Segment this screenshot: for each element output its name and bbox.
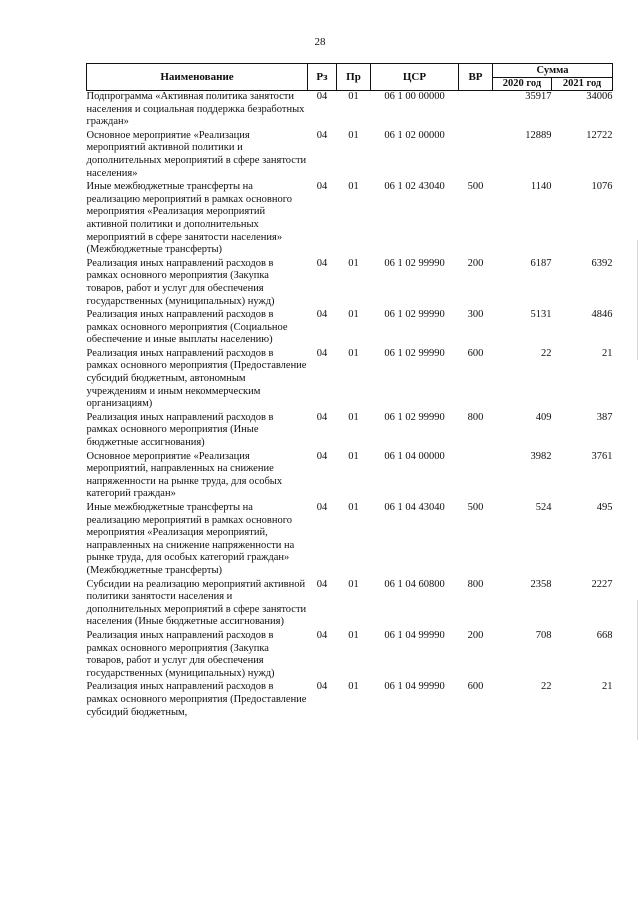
row-amount-2021: 1076	[591, 181, 613, 193]
budget-table	[86, 63, 613, 720]
row-vr	[459, 130, 493, 181]
row-pr: 01	[348, 629, 359, 641]
row-vr: 200	[467, 629, 484, 641]
row-amount-2021: 387	[596, 411, 613, 423]
row-vr: 200	[467, 257, 484, 269]
row-name: Реализация иных направлений расходов в рамках основного мероприятия (Иные бюджетные ассигнования)	[86, 411, 274, 449]
row-csr: 06 1 04 99990	[384, 629, 445, 641]
row-amount-2021: 495	[596, 502, 613, 513]
header-vr: ВР	[459, 64, 493, 91]
row-csr: 06 1 04 00000	[384, 450, 445, 462]
row-name: Реализация иных направлений расходов в рамках основного мероприятия (Закупка товаров, работ и услуг для обеспечения государственных (муниципальных) нужд)	[86, 257, 275, 307]
table-row	[87, 91, 613, 130]
row-amount-2021: 12722	[586, 129, 613, 141]
row-csr: 06 1 04 60800	[384, 578, 445, 590]
row-csr: 06 1 02 99990	[384, 257, 445, 269]
row-amount-2020: 2358	[530, 578, 552, 590]
header-year-2020: 2020 год	[493, 77, 552, 91]
row-vr: 500	[467, 502, 484, 513]
row-csr: 06 1 02 99990	[384, 309, 445, 321]
header-sum: Сумма	[493, 64, 613, 78]
row-rz: 04	[316, 257, 328, 269]
row-name: Иные межбюджетные трансферты на реализацию мероприятий в рамках основного мероприятия «Реализация мероприятий, направленных на снижение напряженности на рынке труда, для особых категорий граждан» (Межбюджетные трансферты)	[86, 502, 295, 576]
row-amount-2021: 21	[602, 347, 613, 359]
row-amount-2020: 524	[535, 502, 552, 513]
row-csr: 06 1 04 43040	[384, 502, 445, 513]
table-row	[87, 348, 613, 412]
row-name: Реализация иных направлений расходов в рамках основного мероприятия (Социальное обеспечение и иные выплаты населению)	[86, 309, 288, 346]
row-rz: 04	[316, 129, 328, 141]
row-name: Основное мероприятие «Реализация мероприятий, направленных на снижение напряженности на рынке труда, для особых категорий граждан»	[86, 450, 283, 500]
table-body	[87, 91, 613, 721]
row-name: Основное мероприятие «Реализация мероприятий активной политики и дополнительных мероприятий в сфере занятости населения»	[86, 129, 307, 179]
row-amount-2020: 5131	[530, 309, 552, 321]
row-vr: 800	[467, 411, 484, 423]
table-row	[87, 181, 613, 258]
row-amount-2020: 35917	[525, 91, 552, 102]
scan-edge-mark	[637, 600, 638, 740]
row-csr: 06 1 00 00000	[384, 91, 445, 102]
header-name: Наименование	[87, 64, 308, 91]
row-rz: 04	[316, 629, 328, 641]
table-row	[87, 258, 613, 309]
row-amount-2021: 4846	[591, 309, 613, 321]
row-rz: 04	[316, 91, 328, 102]
row-csr: 06 1 02 99990	[384, 411, 445, 423]
row-amount-2021: 6392	[591, 257, 613, 269]
row-vr	[459, 451, 493, 502]
row-pr: 01	[348, 681, 359, 693]
row-pr: 01	[348, 181, 359, 193]
table-row	[87, 309, 613, 348]
row-vr: 600	[467, 347, 484, 359]
header-csr: ЦСР	[371, 64, 459, 91]
row-csr: 06 1 02 00000	[384, 129, 445, 141]
row-amount-2020: 6187	[530, 257, 552, 269]
row-pr: 01	[348, 347, 359, 359]
row-name: Реализация иных направлений расходов в рамках основного мероприятия (Предоставление субсидий бюджетным, автономным учреждениям и иным некоммерческим организациям)	[86, 347, 307, 410]
table-row	[87, 579, 613, 630]
row-rz: 04	[316, 502, 328, 513]
table-row	[87, 630, 613, 681]
row-amount-2021: 3761	[591, 450, 613, 462]
row-rz: 04	[316, 681, 328, 693]
row-rz: 04	[316, 181, 328, 193]
row-amount-2021: 34006	[586, 91, 613, 102]
row-vr: 300	[467, 309, 484, 321]
row-rz: 04	[316, 347, 328, 359]
header-rz: Рз	[308, 64, 337, 91]
row-vr: 800	[467, 578, 484, 590]
row-pr: 01	[348, 578, 359, 590]
row-csr: 06 1 02 99990	[384, 347, 445, 359]
row-amount-2020: 22	[541, 681, 552, 693]
row-csr: 06 1 04 99990	[384, 681, 445, 693]
table-row	[87, 681, 613, 720]
row-pr: 01	[348, 502, 359, 513]
row-csr: 06 1 02 43040	[384, 181, 445, 193]
header-pr: Пр	[337, 64, 371, 91]
row-amount-2021: 21	[602, 681, 613, 693]
row-rz: 04	[316, 578, 328, 590]
header-year-2021: 2021 год	[552, 77, 613, 91]
row-name: Подпрограмма «Активная политика занятости населения и социальная поддержка безработных граждан»	[86, 91, 305, 128]
scan-edge-mark	[637, 240, 638, 360]
table-row	[87, 451, 613, 502]
table-row	[87, 412, 613, 451]
table-row	[87, 502, 613, 579]
row-vr	[459, 91, 493, 130]
row-amount-2020: 708	[535, 629, 552, 641]
row-pr: 01	[348, 129, 359, 141]
row-rz: 04	[316, 411, 328, 423]
row-name: Реализация иных направлений расходов в рамках основного мероприятия (Закупка товаров, работ и услуг для обеспечения государственных (муниципальных) нужд)	[86, 629, 275, 679]
row-name: Иные межбюджетные трансферты на реализацию мероприятий в рамках основного мероприятия «Реализация мероприятий активной политики и дополнительных мероприятий в сфере занятости населения» (Межбюджетные трансферты)	[86, 181, 293, 256]
row-vr: 500	[467, 181, 484, 193]
row-vr: 600	[467, 681, 484, 693]
row-amount-2020: 1140	[530, 181, 552, 193]
row-pr: 01	[348, 450, 359, 462]
row-rz: 04	[316, 450, 328, 462]
row-name: Субсидии на реализацию мероприятий активной политики занятости населения и дополнительных мероприятий в сфере занятости населения (Иные бюджетные ассигнования)	[86, 578, 307, 628]
row-pr: 01	[348, 257, 359, 269]
row-amount-2021: 668	[596, 629, 613, 641]
row-amount-2020: 409	[535, 411, 552, 423]
row-pr: 01	[348, 91, 359, 102]
row-rz: 04	[316, 309, 328, 321]
row-amount-2020: 3982	[530, 450, 552, 462]
table-row	[87, 130, 613, 181]
row-amount-2020: 12889	[525, 129, 552, 141]
page-number: 28	[314, 36, 326, 48]
row-name: Реализация иных направлений расходов в рамках основного мероприятия (Предоставление субсидий бюджетным,	[86, 681, 307, 718]
row-amount-2021: 2227	[591, 578, 613, 590]
row-pr: 01	[348, 309, 359, 321]
row-pr: 01	[348, 411, 359, 423]
row-amount-2020: 22	[541, 347, 552, 359]
